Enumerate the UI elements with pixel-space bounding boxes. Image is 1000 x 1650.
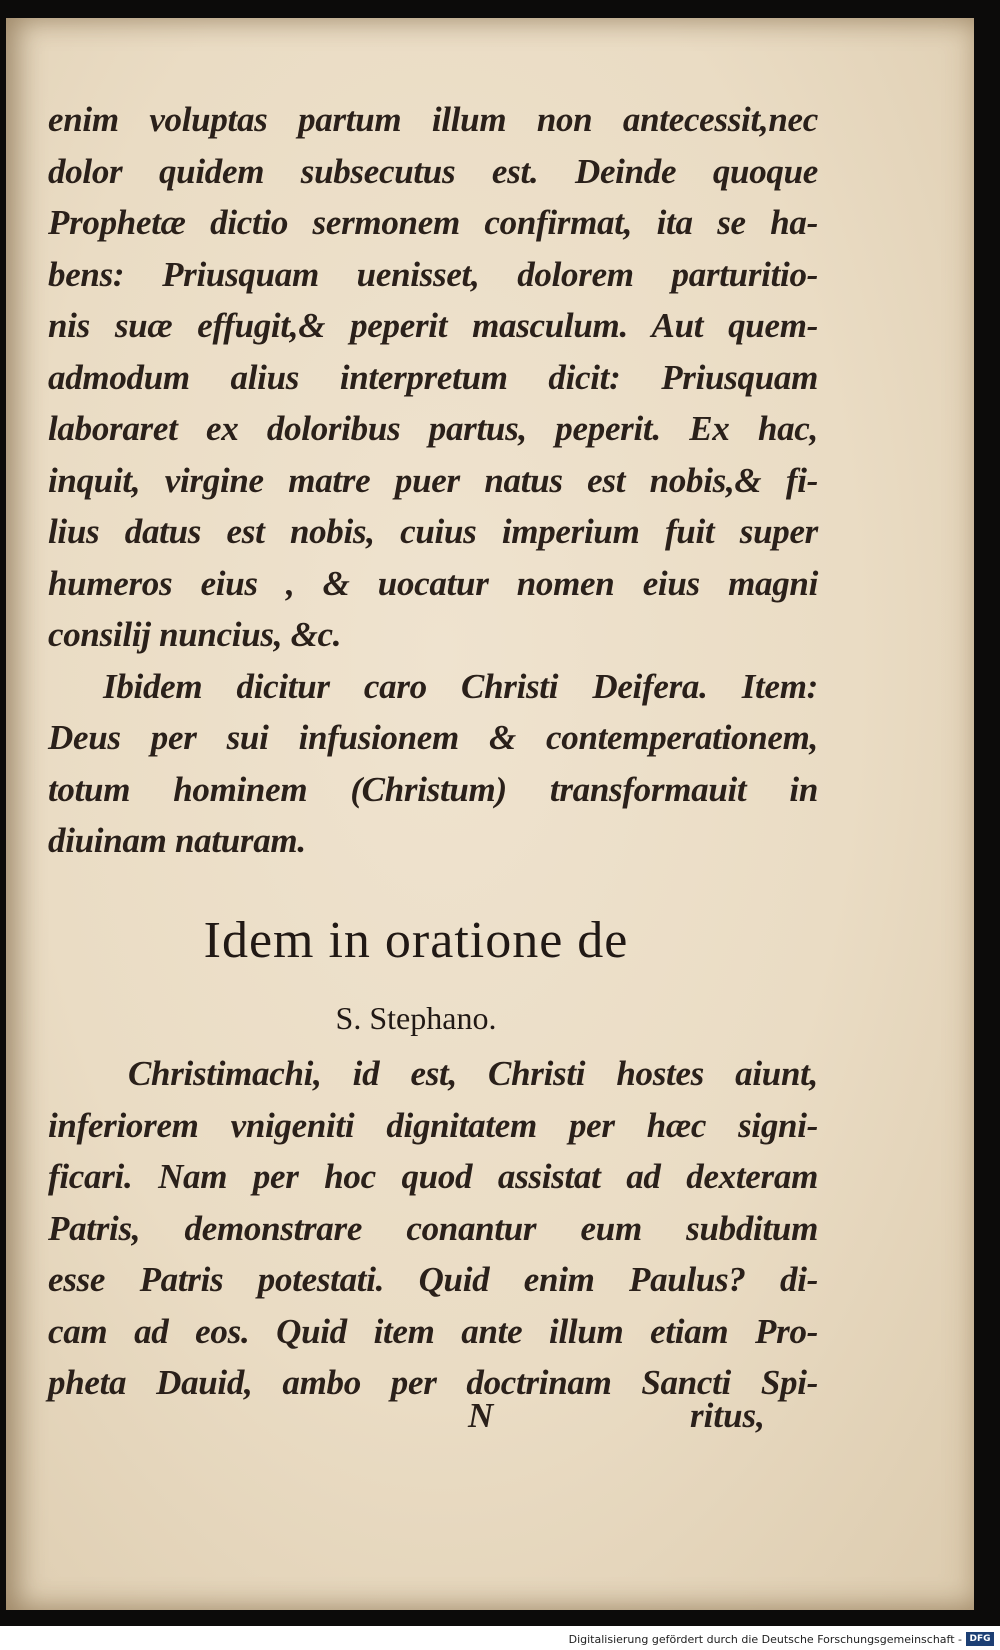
text-line: inquit, virgine matre puer natus est nobis,& fi- xyxy=(48,460,818,500)
signature-mark: N xyxy=(468,1396,494,1435)
text-line: totum hominem (Christum) transformauit in xyxy=(48,769,818,809)
footer-bar xyxy=(0,1626,1000,1650)
text-line: consilij nuncius, &c. xyxy=(48,615,342,654)
text-line: inferiorem vnigeniti dignitatem per hæc signi- xyxy=(48,1105,818,1145)
text-line: esse Patris potestati. Quid enim Paulus? di- xyxy=(48,1260,818,1299)
text-block-top xyxy=(48,94,818,867)
text-line: Patris, demonstrare conantur eum subditum xyxy=(48,1208,818,1248)
section-subheading: S. Stephano. xyxy=(335,1000,497,1036)
text-line: cam ad eos. Quid item ante illum etiam Pro- xyxy=(48,1311,818,1351)
text-line: Prophetæ dictio sermonem confirmat, ita se ha- xyxy=(48,203,818,242)
text-line: admodum alius interpretum dicit: Priusquam xyxy=(48,357,818,397)
text-line: bens: Priusquam uenisset, dolorem parturitio- xyxy=(48,254,818,294)
footer-credit: Digitalisierung gefördert durch die Deutsche Forschungsgemeinschaft - xyxy=(568,1633,962,1646)
text-line: humeros eius , & uocatur nomen eius magni xyxy=(48,563,818,603)
text-line: enim voluptas partum illum non antecessit,nec xyxy=(48,100,818,139)
text-line: ficari. Nam per hoc quod assistat ad dexteram xyxy=(48,1157,818,1196)
text-line: lius datus est nobis, cuius imperium fuit super xyxy=(48,512,818,551)
text-line: pheta Dauid, ambo per doctrinam Sancti Spi- xyxy=(48,1363,818,1402)
book-page xyxy=(6,18,974,1610)
text-line: laboraret ex doloribus partus, peperit. Ex hac, xyxy=(48,409,818,448)
text-line: Ibidem dicitur caro Christi Deifera. Item: xyxy=(103,666,818,706)
text-line: Christimachi, id est, Christi hostes aiunt, xyxy=(128,1054,818,1093)
text-block-bottom xyxy=(48,1048,818,1409)
dfg-logo-icon: DFG xyxy=(966,1632,994,1646)
text-line: dolor quidem subsecutus est. Deinde quoque xyxy=(48,151,818,191)
text-line: nis suæ effugit,& peperit masculum. Aut quem- xyxy=(48,306,818,345)
text-line: Deus per sui infusionem & contemperationem, xyxy=(48,718,818,757)
text-line: diuinam naturam. xyxy=(48,821,306,860)
section-heading: Idem in oratione de xyxy=(203,912,629,969)
catchword: ritus, xyxy=(690,1396,765,1435)
